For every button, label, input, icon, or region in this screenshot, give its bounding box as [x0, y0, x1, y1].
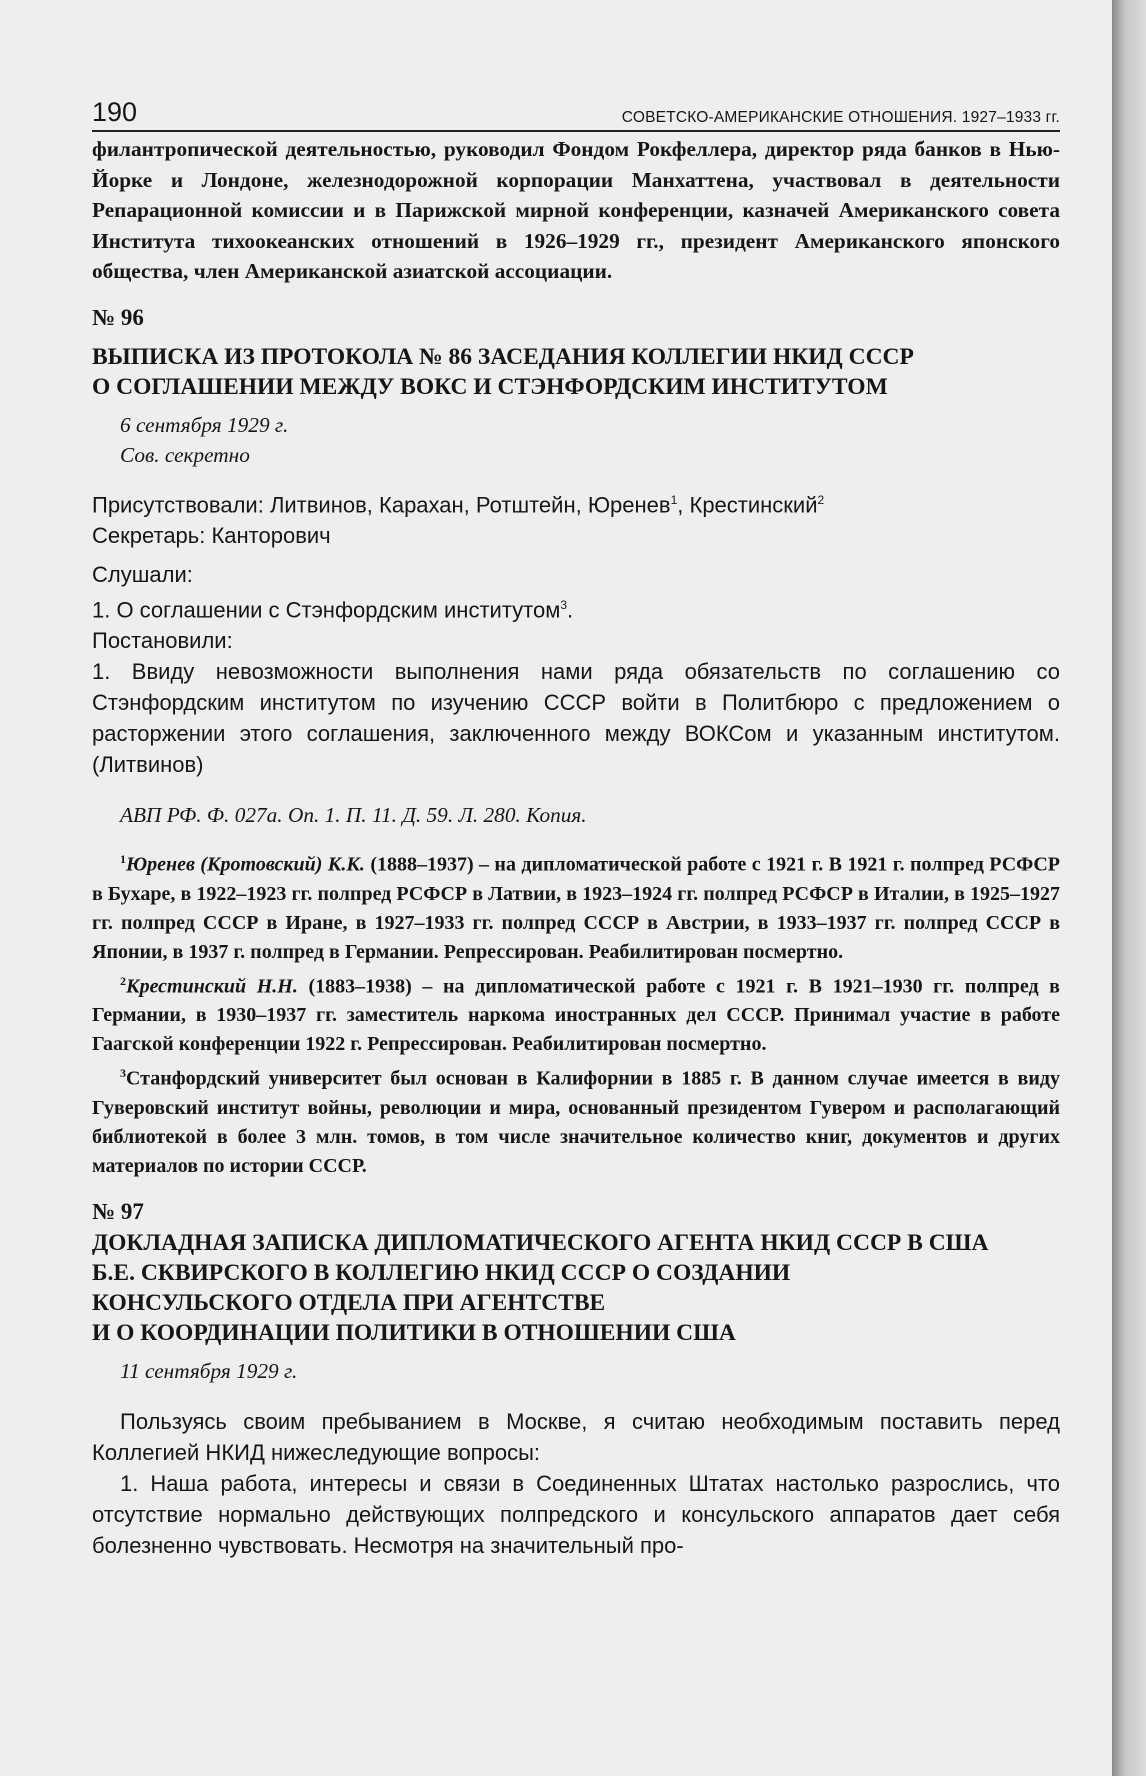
doc96-title-line2: О СОГЛАШЕНИИ МЕЖДУ ВОКС И СТЭНФОРДСКИМ ИНСТИТУТОМ — [92, 373, 888, 400]
doc96-secretary: Секретарь: Канторович — [92, 523, 331, 549]
footnote-2: $^2$Крестинский Н.Н. (1883–1938) – на дипломатической работе с 1921 г. В 1921–1930 гг. полпред в Германии, в 1930–1937 гг. заместитель наркома иностранных дел СССР. Принимал участие в работе Гаагской конференции 1922 г. Репрессирован. Реабилитирован посмертно. — [92, 973, 1060, 1056]
doc96-classification: Сов. секретно — [120, 443, 250, 468]
doc96-heard-item: 1. О соглашении с Стэнфордским институтом$^3$. — [92, 597, 574, 623]
page-edge-shadow — [1112, 0, 1146, 1776]
doc96-number: № 96 — [92, 304, 144, 330]
doc96-present: Присутствовали: Литвинов, Карахан, Ротштейн, Юренев$^1$, Крестинский$^2$ — [92, 492, 825, 518]
footnote-3: $^3$Станфордский университет был основан в Калифорнии в 1885 г. В данном случае имеется в виду Гуверовский институт войны, революции и мира, основанный президентом Гувером и располагающий библиотекой в более 3 млн. томов, в том числе значительное количество книг, документов и других материалов по истории СССР. — [92, 1066, 1060, 1177]
footnote-1: $^1$Юренев (Кротовский) К.К. (1888–1937) – на дипломатической работе с 1921 г. В 1921 г. полпред РСФСР в Бухаре, в 1922–1923 гг. полпред РСФСР в Латвии, в 1923–1924 гг. полпред РСФСР в Италии, в 1925–1927 гг. полпред СССР в Иране, в 1927–1933 гг. полпред СССР в Австрии, в 1933–1937 гг. полпред СССР в Японии, в 1937 г. полпред в Германии. Репрессирован. Реабилитирован посмертно. — [92, 852, 1060, 963]
doc96-heard-label: Слушали: — [92, 562, 193, 588]
doc97-number: № 97 — [92, 1198, 144, 1224]
doc97-title-line4: И О КООРДИНАЦИИ ПОЛИТИКИ В ОТНОШЕНИИ США — [92, 1319, 736, 1346]
doc97-date: 11 сентября 1929 г. — [120, 1358, 298, 1383]
doc97-title-line2: Б.Е. СКВИРСКОГО В КОЛЛЕГИЮ НКИД СССР О СОЗДАНИИ — [92, 1259, 791, 1286]
page-body — [92, 134, 1060, 1561]
running-title: СОВЕТСКО-АМЕРИКАНСКИЕ ОТНОШЕНИЯ. 1927–1933 гг. — [621, 109, 1060, 126]
doc96-title-line1: ВЫПИСКА ИЗ ПРОТОКОЛА № 86 ЗАСЕДАНИЯ КОЛЛЕГИИ НКИД СССР — [92, 343, 914, 370]
intro-paragraph: филантропической деятельностью, руководил Фондом Рокфеллера, директор ряда банков в Нью-Йорке и Лондоне, железнодорожной корпорации Манхаттена, участвовал в деятельности Репарационной комиссии и в Парижской мирной конференции, казначей Американского совета Института тихоокеанских отношений в 1926–1929 гг., президент Американского японского общества, член Американской азиатской ассоциации. — [92, 137, 1060, 284]
page-number: 190 — [92, 97, 138, 127]
doc97-title-line1: ДОКЛАДНАЯ ЗАПИСКА ДИПЛОМАТИЧЕСКОГО АГЕНТА НКИД СССР В США — [92, 1229, 989, 1256]
page-header — [92, 96, 1060, 132]
doc97-title-line3: КОНСУЛЬСКОГО ОТДЕЛА ПРИ АГЕНТСТВЕ — [92, 1289, 606, 1316]
doc96-decided-item: 1. Ввиду невозможности выполнения нами ряда обязательств по соглашению со Стэнфордским институтом по изучению СССР войти в Политбюро с предложением о расторжении этого соглашения, заключенного между ВОКСом и указанным институтом. (Литвинов) — [92, 659, 1060, 778]
doc96-archive-reference: АВП РФ. Ф. 027а. Оп. 1. П. 11. Д. 59. Л. 280. Копия. — [120, 803, 587, 828]
doc96-date: 6 сентября 1929 г. — [120, 412, 289, 437]
doc97-paragraph-1: Пользуясь своим пребыванием в Москве, я считаю необходимым поставить перед Коллегией НКИД нижеследующие вопросы: — [92, 1409, 1060, 1466]
doc96-decided-label: Постановили: — [92, 628, 233, 654]
doc97-paragraph-2: 1. Наша работа, интересы и связи в Соединенных Штатах настолько разрослись, что отсутствие нормально действующих полпредского и консульского аппаратов дает себя болезненно чувствовать. Несмотря на значительный про- — [92, 1471, 1060, 1559]
